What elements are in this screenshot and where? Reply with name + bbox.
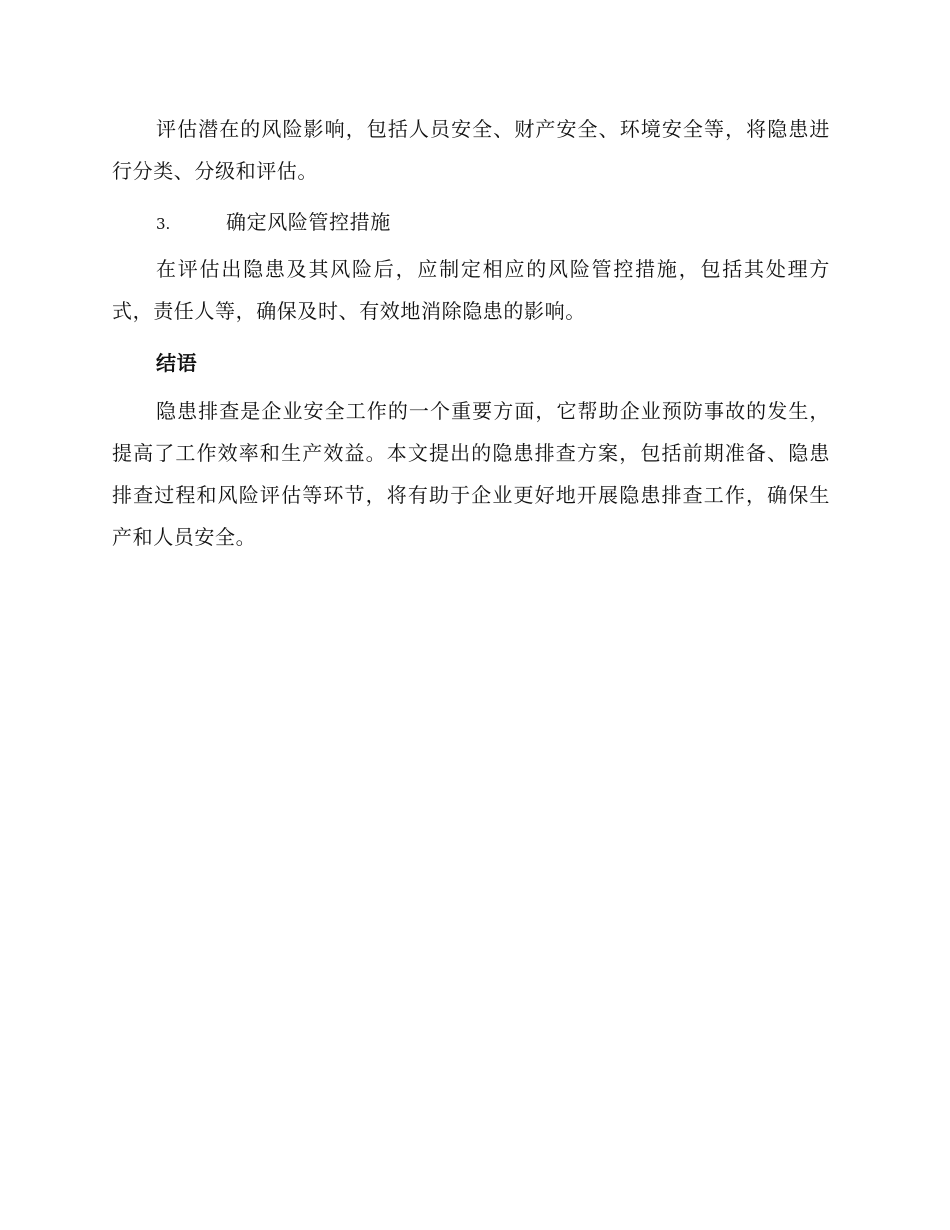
document-body — [112, 108, 830, 558]
list-item-text: 确定风险管控措施 — [226, 210, 391, 234]
section-heading-conclusion: 结语 — [156, 351, 198, 375]
list-item-number: 3. — [156, 215, 171, 233]
paragraph-control-measures: 在评估出隐患及其风险后，应制定相应的风险管控措施，包括其处理方式，责任人等，确保及时、有效地消除隐患的影响。 — [112, 257, 830, 323]
list-item-3 — [112, 196, 830, 248]
paragraph-conclusion: 隐患排查是企业安全工作的一个重要方面，它帮助企业预防事故的发生，提高了工作效率和生产效益。本文提出的隐患排查方案，包括前期准备、隐患排查过程和风险评估等环节，将有助于企业更好地开展隐患排查工作，确保生产和人员安全。 — [112, 399, 830, 549]
paragraph-risk-assessment: 评估潜在的风险影响，包括人员安全、财产安全、环境安全等，将隐患进行分类、分级和评估。 — [112, 117, 830, 183]
